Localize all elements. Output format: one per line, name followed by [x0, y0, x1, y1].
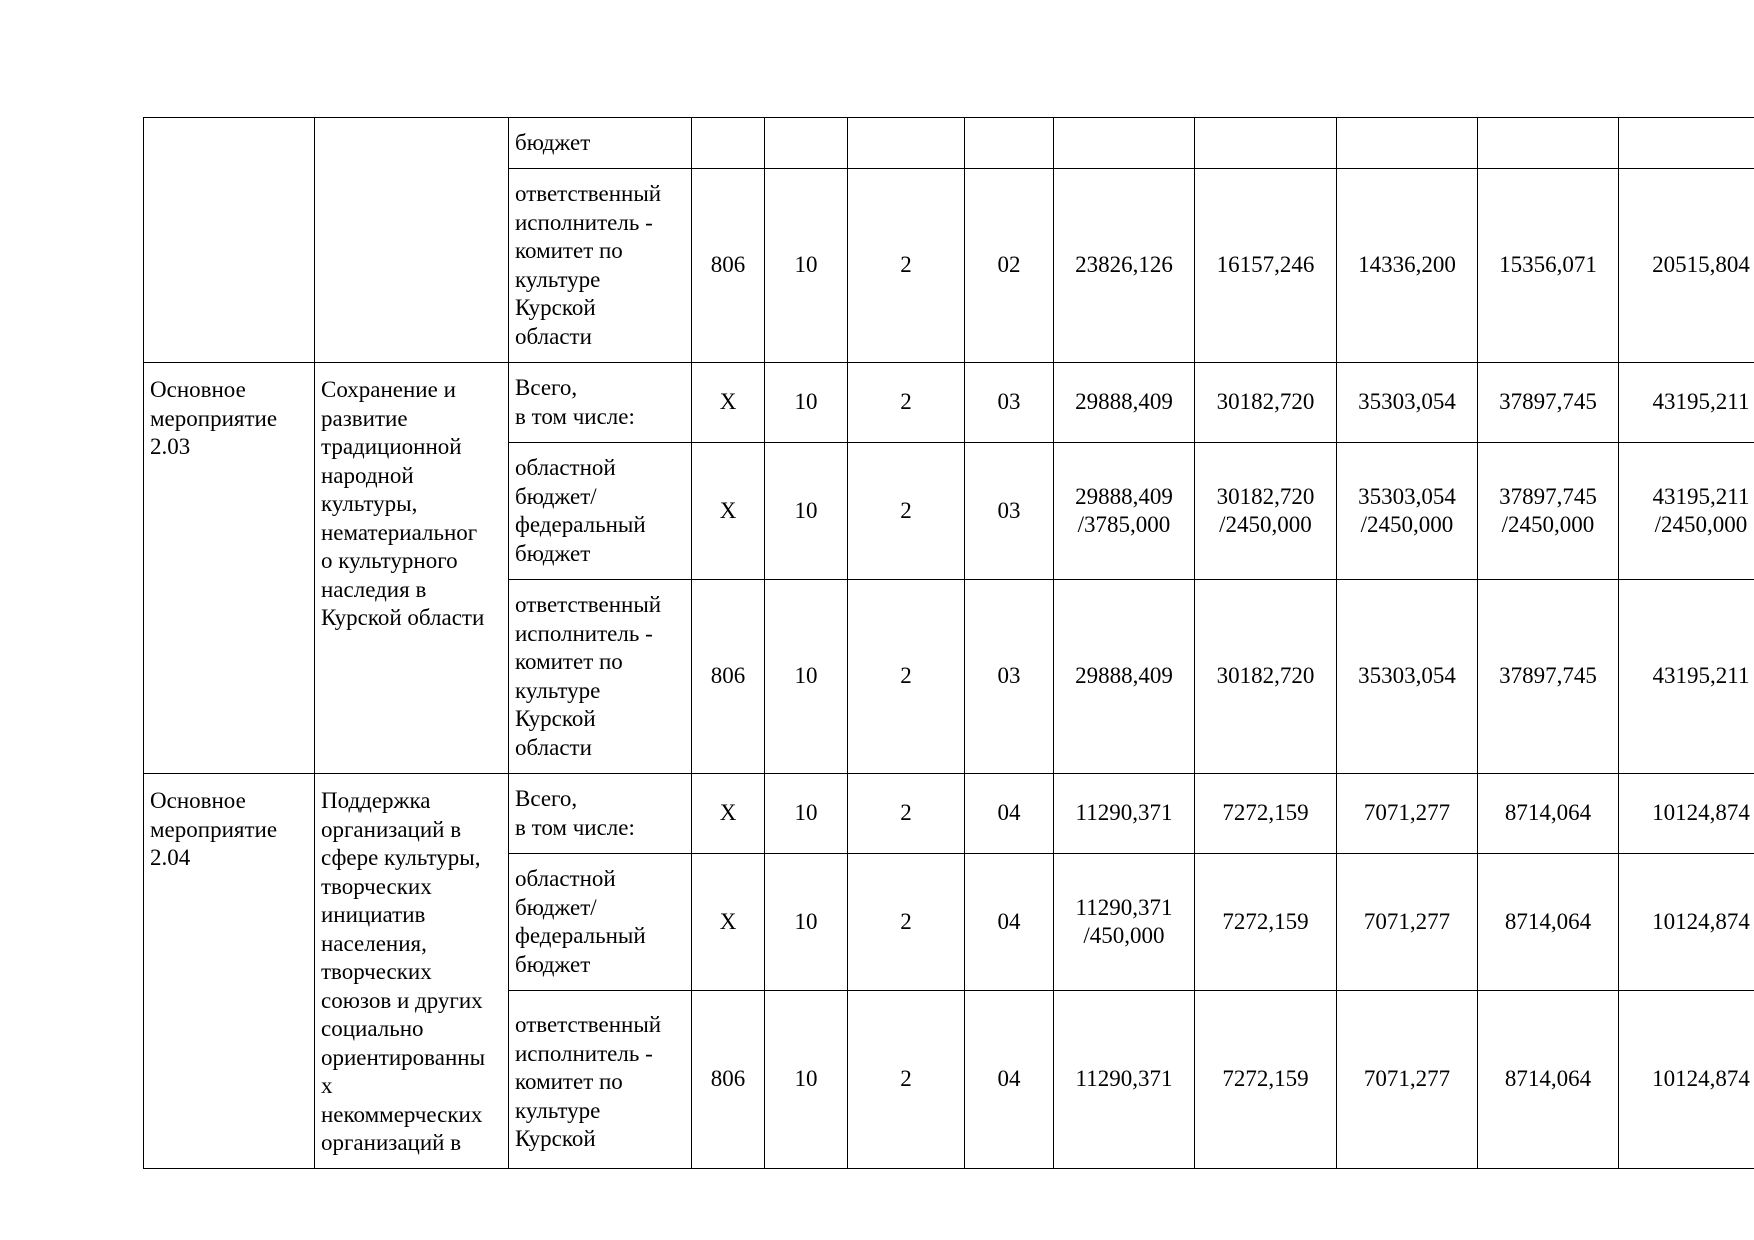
kgrbs-cell: 806: [692, 169, 765, 363]
subprogram-cell: 2: [848, 580, 965, 774]
table-body: [144, 118, 1754, 1169]
value-cell: 10124,874: [1619, 854, 1754, 991]
event-code-cell: 04: [965, 774, 1054, 854]
title-cell: Поддержка организаций в сфере культуры, творческих инициатив населения, творческих союзов и других социально ориентированны х некоммерческих организаций в: [315, 774, 509, 1169]
event-code-cell: 04: [965, 854, 1054, 991]
event-cell: Основное мероприятие 2.04: [144, 774, 315, 1169]
subprogram-cell: 2: [848, 774, 965, 854]
subprogram-cell: 2: [848, 854, 965, 991]
value-cell: 8714,064: [1478, 854, 1619, 991]
value-cell: 7272,159: [1195, 991, 1337, 1169]
budget-table: [143, 117, 1754, 1169]
value-cell: 35303,054: [1337, 580, 1478, 774]
value-cell: 7071,277: [1337, 991, 1478, 1169]
subprogram-cell: [848, 118, 965, 169]
value-cell: 29888,409 /3785,000: [1054, 443, 1195, 580]
value-cell: 43195,211 /2450,000: [1619, 443, 1754, 580]
subprogram-cell: 2: [848, 443, 965, 580]
program-cell: 10: [765, 363, 848, 443]
program-cell: 10: [765, 854, 848, 991]
value-cell: 7071,277: [1337, 854, 1478, 991]
subprogram-cell: 2: [848, 991, 965, 1169]
value-cell: 8714,064: [1478, 774, 1619, 854]
value-cell: [1054, 118, 1195, 169]
program-cell: [765, 118, 848, 169]
value-cell: 29888,409: [1054, 363, 1195, 443]
title-cell: [315, 118, 509, 363]
source-cell: бюджет: [509, 118, 692, 169]
program-cell: 10: [765, 774, 848, 854]
source-cell: ответственный исполнитель - комитет по культуре Курской области: [509, 580, 692, 774]
event-code-cell: 03: [965, 580, 1054, 774]
source-cell: областной бюджет/ федеральный бюджет: [509, 443, 692, 580]
value-cell: 7272,159: [1195, 774, 1337, 854]
value-cell: 30182,720: [1195, 580, 1337, 774]
table-row: [144, 118, 1754, 169]
value-cell: 14336,200: [1337, 169, 1478, 363]
event-code-cell: 03: [965, 443, 1054, 580]
value-cell: 16157,246: [1195, 169, 1337, 363]
kgrbs-cell: 806: [692, 580, 765, 774]
value-cell: 35303,054 /2450,000: [1337, 443, 1478, 580]
value-cell: 37897,745: [1478, 580, 1619, 774]
subprogram-cell: 2: [848, 169, 965, 363]
kgrbs-cell: Х: [692, 363, 765, 443]
value-cell: 10124,874: [1619, 774, 1754, 854]
value-cell: 8714,064: [1478, 991, 1619, 1169]
table-row: [144, 774, 1754, 854]
source-cell: ответственный исполнитель - комитет по культуре Курской: [509, 991, 692, 1169]
source-cell: областной бюджет/ федеральный бюджет: [509, 854, 692, 991]
source-cell: ответственный исполнитель - комитет по культуре Курской области: [509, 169, 692, 363]
value-cell: 11290,371: [1054, 991, 1195, 1169]
program-cell: 10: [765, 169, 848, 363]
value-cell: 29888,409: [1054, 580, 1195, 774]
kgrbs-cell: [692, 118, 765, 169]
value-cell: 23826,126: [1054, 169, 1195, 363]
event-code-cell: 04: [965, 991, 1054, 1169]
event-code-cell: 02: [965, 169, 1054, 363]
value-cell: 11290,371: [1054, 774, 1195, 854]
value-cell: 30182,720 /2450,000: [1195, 443, 1337, 580]
source-cell: Всего, в том числе:: [509, 774, 692, 854]
value-cell: 10124,874: [1619, 991, 1754, 1169]
kgrbs-cell: Х: [692, 774, 765, 854]
value-cell: 37897,745: [1478, 363, 1619, 443]
value-cell: 37897,745 /2450,000: [1478, 443, 1619, 580]
value-cell: [1478, 118, 1619, 169]
value-cell: 35303,054: [1337, 363, 1478, 443]
kgrbs-cell: 806: [692, 991, 765, 1169]
table-row: [144, 363, 1754, 443]
value-cell: [1195, 118, 1337, 169]
value-cell: 30182,720: [1195, 363, 1337, 443]
value-cell: [1619, 118, 1754, 169]
value-cell: 43195,211: [1619, 363, 1754, 443]
subprogram-cell: 2: [848, 363, 965, 443]
event-code-cell: [965, 118, 1054, 169]
program-cell: 10: [765, 443, 848, 580]
value-cell: [1337, 118, 1478, 169]
event-cell: [144, 118, 315, 363]
kgrbs-cell: Х: [692, 854, 765, 991]
value-cell: 43195,211: [1619, 580, 1754, 774]
event-code-cell: 03: [965, 363, 1054, 443]
value-cell: 11290,371 /450,000: [1054, 854, 1195, 991]
value-cell: 7272,159: [1195, 854, 1337, 991]
value-cell: 20515,804: [1619, 169, 1754, 363]
event-cell: Основное мероприятие 2.03: [144, 363, 315, 774]
value-cell: 15356,071: [1478, 169, 1619, 363]
program-cell: 10: [765, 580, 848, 774]
source-cell: Всего, в том числе:: [509, 363, 692, 443]
title-cell: Сохранение и развитие традиционной народной культуры, нематериальног о культурного наследия в Курской области: [315, 363, 509, 774]
value-cell: 7071,277: [1337, 774, 1478, 854]
program-cell: 10: [765, 991, 848, 1169]
kgrbs-cell: Х: [692, 443, 765, 580]
